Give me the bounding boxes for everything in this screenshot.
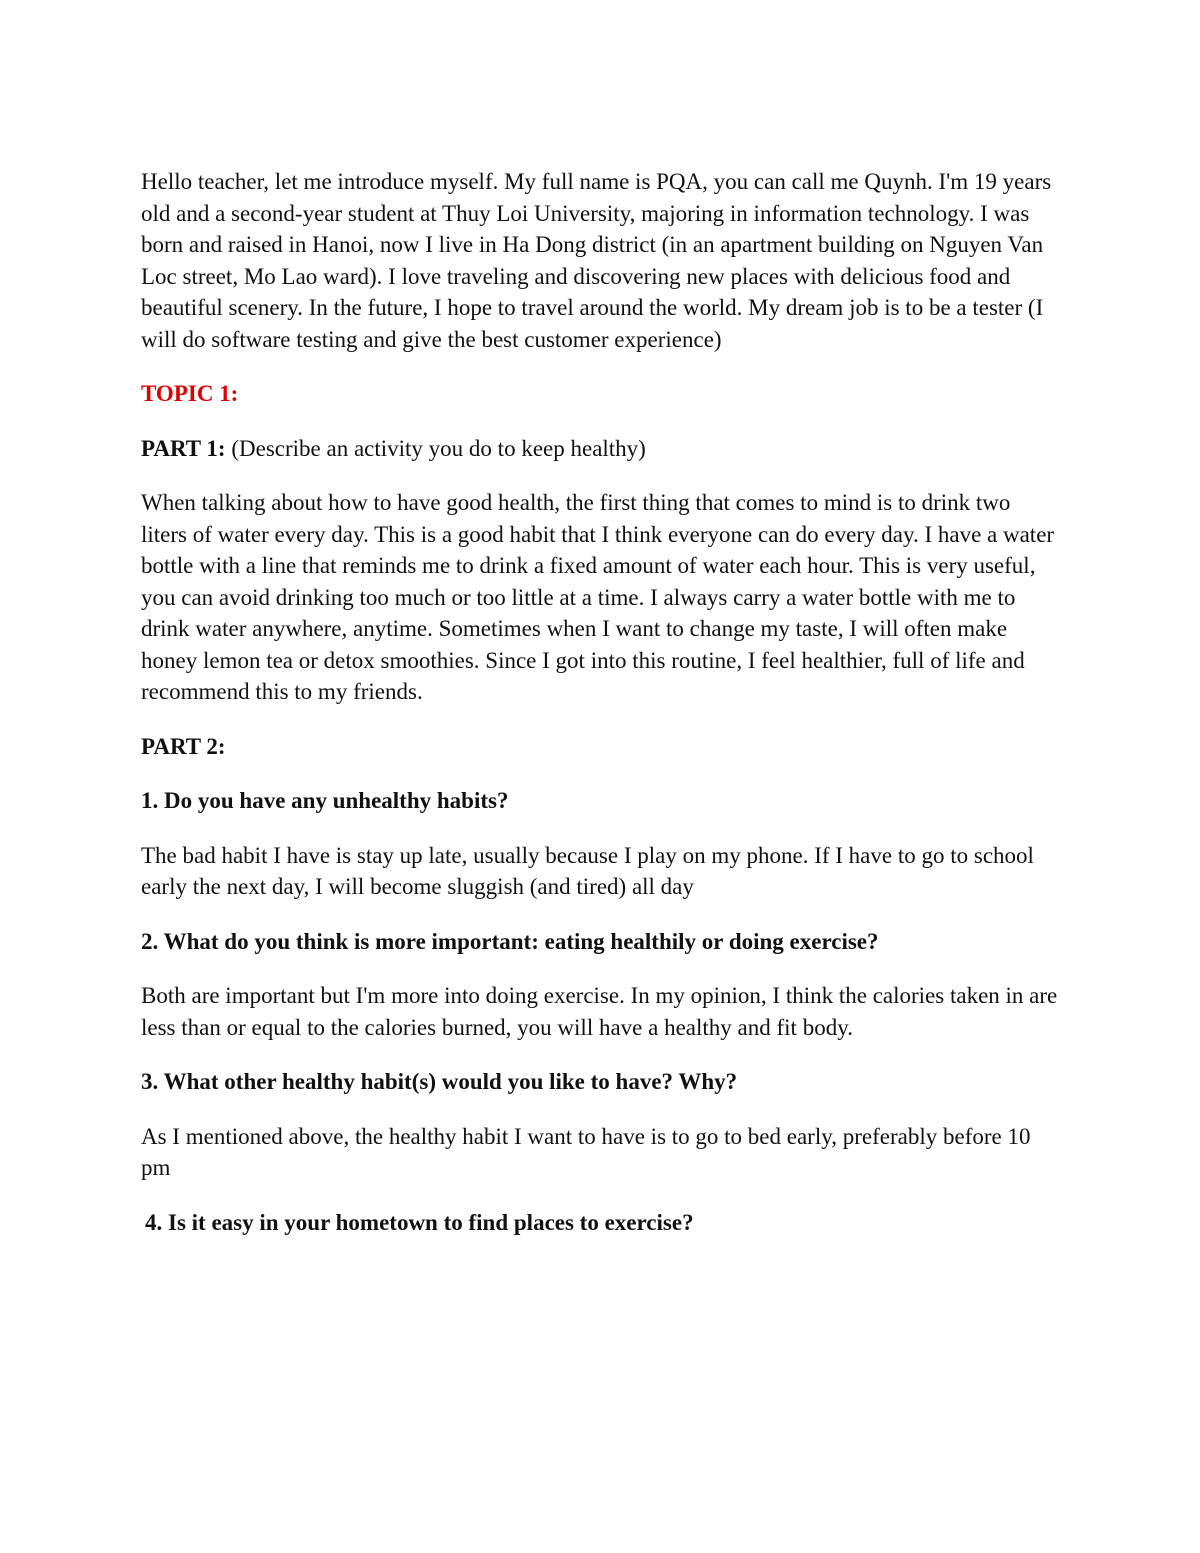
part1-label: PART 1: bbox=[141, 435, 226, 461]
question-3: 3. What other healthy habit(s) would you like to have? Why? bbox=[141, 1069, 738, 1094]
question-1: 1. Do you have any unhealthy habits? bbox=[141, 788, 509, 813]
part1-answer: When talking about how to have good health, the first thing that comes to mind is to drink two liters of water every day. This is a good habit that I think everyone can do every day. I have a water bottle with a line that reminds me to drink a fixed amount of water each hour. This is very useful, you can avoid drinking too much or too little at a time. I always carry a water bottle with me to drink water anywhere, anytime. Sometimes when I want to change my taste, I will often make honey lemon tea or detox smoothies. Since I got into this routine, I feel healthier, full of life and recommend this to my friends. bbox=[141, 490, 1055, 704]
question-4: 4. Is it easy in your hometown to find places to exercise? bbox=[145, 1209, 694, 1235]
answer-2: Both are important but I'm more into doing exercise. In my opinion, I think the calories taken in are less than or equal to the calories burned, you will have a healthy and fit body. bbox=[141, 983, 1058, 1040]
document-body bbox=[141, 166, 1061, 1261]
answer-3: As I mentioned above, the healthy habit I want to have is to go to bed early, preferably before 10 pm bbox=[141, 1123, 1031, 1180]
part1-heading bbox=[141, 433, 1061, 465]
question-2: 2. What do you think is more important: eating healthily or doing exercise? bbox=[141, 928, 879, 954]
part1-prompt: (Describe an activity you do to keep healthy) bbox=[225, 435, 646, 461]
intro-paragraph: Hello teacher, let me introduce myself. My full name is PQA, you can call me Quynh. I'm 19 years old and a second-year student at Thuy Loi University, majoring in information technology. I was born and raised in Hanoi, now I live in Ha Dong district (in an apartment building on Nguyen Van Loc street, Mo Lao ward). I love traveling and discovering new places with delicious food and beautiful scenery. In the future, I hope to travel around the world. My dream job is to be a tester (I will do software testing and give the best customer experience) bbox=[141, 169, 1052, 352]
answer-1: The bad habit I have is stay up late, usually because I play on my phone. If I have to go to school early the next day, I will become sluggish (and tired) all day bbox=[141, 842, 1034, 899]
topic-heading: TOPIC 1: bbox=[141, 381, 239, 406]
part2-heading: PART 2: bbox=[141, 733, 226, 759]
